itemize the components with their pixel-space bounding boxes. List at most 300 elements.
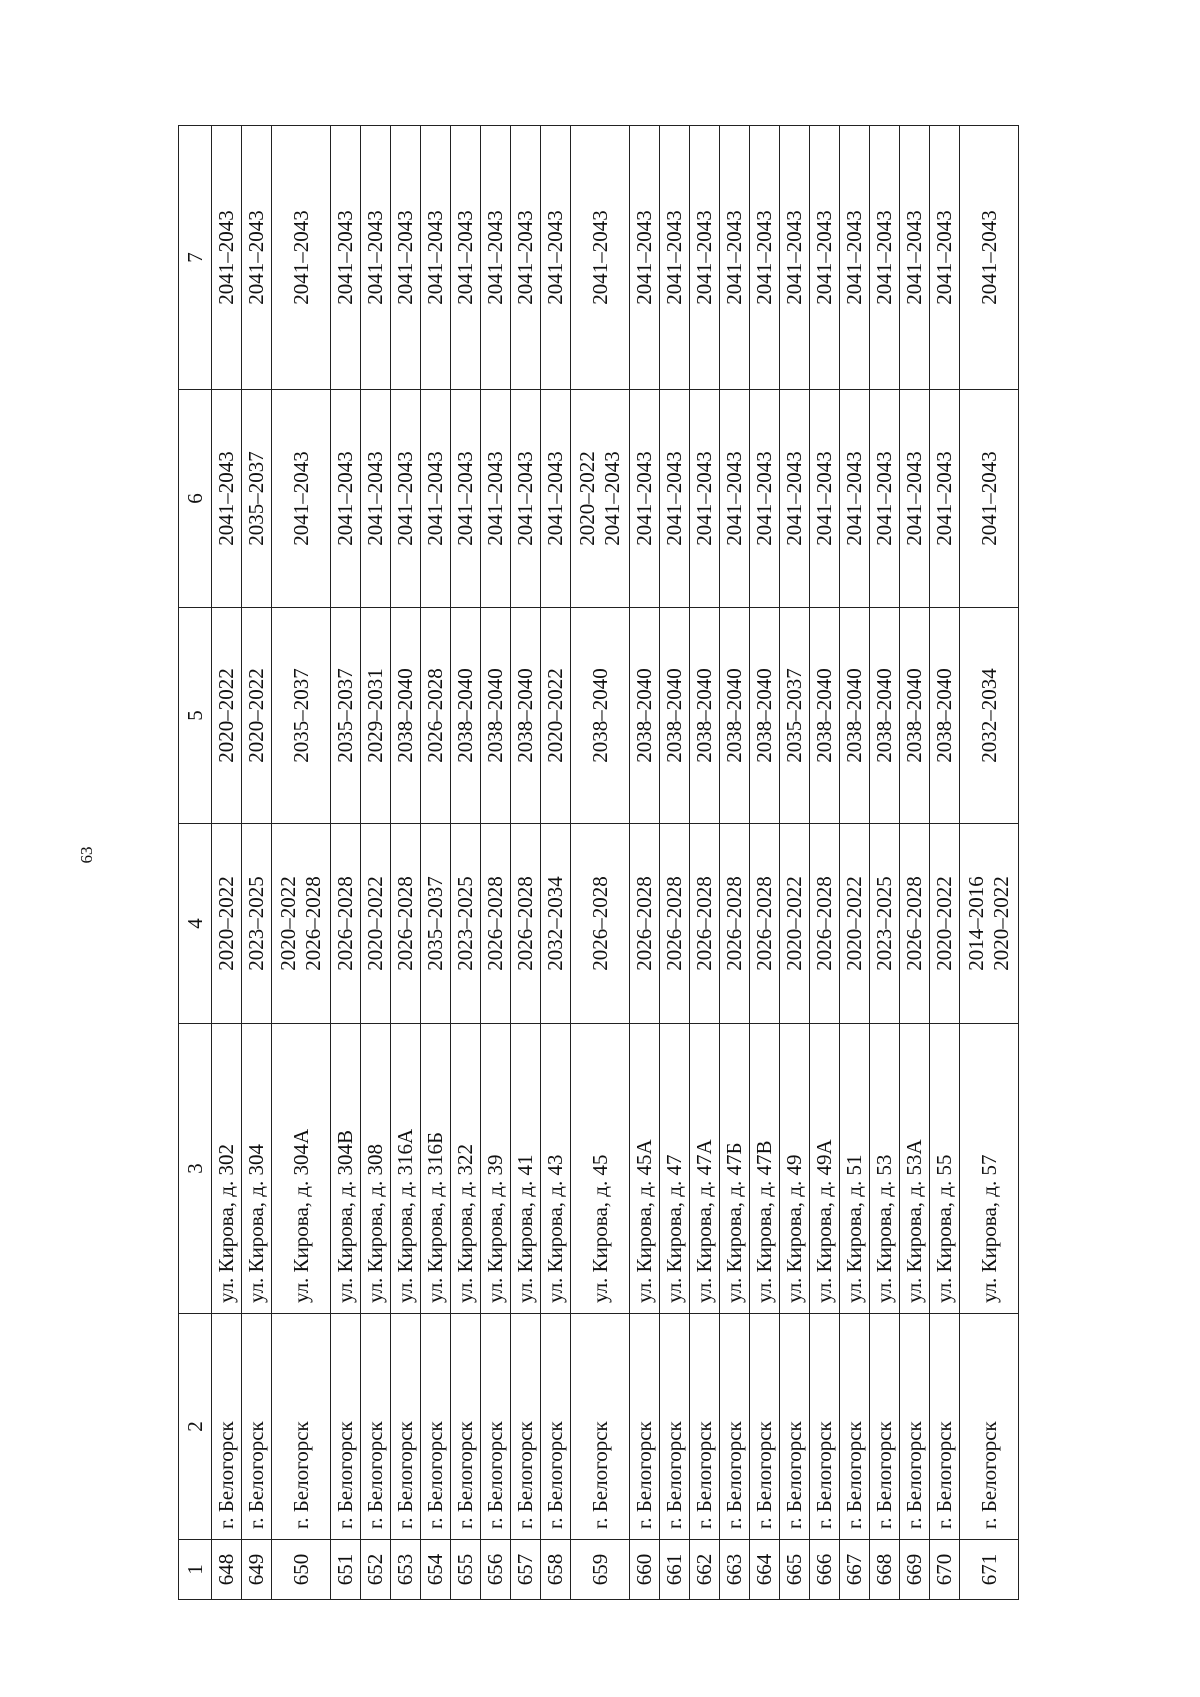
column-header-2: 2 <box>179 1314 212 1540</box>
period-cell-4 <box>481 824 511 1024</box>
period-value: 2041–2043 <box>453 451 477 546</box>
period-value: 2020–2022 <box>575 451 599 546</box>
period-value: 2041–2043 <box>976 451 1001 546</box>
period-cell-4 <box>720 824 750 1024</box>
period-value: 2038–2040 <box>587 668 612 763</box>
period-value: 2026–2028 <box>692 876 716 971</box>
city-cell: г. Белогорск <box>690 1314 720 1540</box>
period-cell-6 <box>481 390 511 608</box>
period-cell-4 <box>212 824 242 1024</box>
period-cell-6 <box>571 390 630 608</box>
period-value: 2026–2028 <box>722 876 746 971</box>
address-cell: ул. Кирова, д. 302 <box>212 1024 242 1314</box>
city-cell: г. Белогорск <box>660 1314 690 1540</box>
period-value: 2041–2043 <box>587 210 612 305</box>
period-cell-5 <box>780 608 810 824</box>
period-value: 2020–2022 <box>244 668 268 763</box>
city-cell: г. Белогорск <box>331 1314 361 1540</box>
period-cell-6 <box>421 390 451 608</box>
table-row <box>272 126 331 1600</box>
row-number: 669 <box>900 1540 930 1600</box>
row-number: 671 <box>960 1540 1019 1600</box>
address-cell: ул. Кирова, д. 53 <box>870 1024 900 1314</box>
period-cell-4 <box>870 824 900 1024</box>
row-number: 659 <box>571 1540 630 1600</box>
period-cell-7 <box>242 126 272 390</box>
period-cell-5 <box>720 608 750 824</box>
address-cell: ул. Кирова, д. 47Б <box>720 1024 750 1314</box>
period-cell-6 <box>451 390 481 608</box>
period-value: 2041–2043 <box>423 451 447 546</box>
city-cell: г. Белогорск <box>571 1314 630 1540</box>
period-cell-4 <box>391 824 421 1024</box>
address-cell: ул. Кирова, д. 49А <box>810 1024 840 1314</box>
period-cell-4 <box>272 824 331 1024</box>
period-cell-7 <box>481 126 511 390</box>
period-value: 2041–2043 <box>782 451 806 546</box>
city-cell: г. Белогорск <box>421 1314 451 1540</box>
period-value: 2041–2043 <box>812 451 836 546</box>
row-number: 663 <box>720 1540 750 1600</box>
period-value: 2041–2043 <box>288 210 313 305</box>
period-cell-7 <box>451 126 481 390</box>
period-cell-4 <box>421 824 451 1024</box>
period-value: 2041–2043 <box>692 210 716 305</box>
table-row <box>690 126 720 1600</box>
city-cell: г. Белогорск <box>750 1314 780 1540</box>
period-value: 2026–2028 <box>752 876 776 971</box>
period-cell-5 <box>212 608 242 824</box>
period-value: 2038–2040 <box>662 668 686 763</box>
table-row <box>451 126 481 1600</box>
address-cell: ул. Кирова, д. 304А <box>272 1024 331 1314</box>
city-cell: г. Белогорск <box>930 1314 960 1540</box>
period-cell-6 <box>212 390 242 608</box>
period-cell-7 <box>960 126 1019 390</box>
page-number: 63 <box>77 846 96 864</box>
column-header-4: 4 <box>179 824 212 1024</box>
period-cell-4 <box>750 824 780 1024</box>
period-cell-7 <box>272 126 331 390</box>
period-value: 2020–2022 <box>842 876 866 971</box>
table-row <box>870 126 900 1600</box>
row-number: 652 <box>361 1540 391 1600</box>
city-cell: г. Белогорск <box>541 1314 571 1540</box>
period-value: 2041–2043 <box>393 451 417 546</box>
period-value: 2035–2037 <box>288 668 313 763</box>
period-value: 2020–2022 <box>276 876 300 971</box>
period-cell-6 <box>840 390 870 608</box>
address-cell: ул. Кирова, д. 57 <box>960 1024 1019 1314</box>
period-value: 2038–2040 <box>393 668 417 763</box>
period-value: 2026–2028 <box>587 876 612 971</box>
row-number: 666 <box>810 1540 840 1600</box>
city-cell: г. Белогорск <box>242 1314 272 1540</box>
period-value: 2026–2028 <box>301 876 325 971</box>
period-cell-5 <box>361 608 391 824</box>
city-cell: г. Белогорск <box>720 1314 750 1540</box>
period-value: 2041–2043 <box>932 451 956 546</box>
period-cell-6 <box>720 390 750 608</box>
address-cell: ул. Кирова, д. 308 <box>361 1024 391 1314</box>
period-cell-6 <box>242 390 272 608</box>
row-number: 661 <box>660 1540 690 1600</box>
period-cell-6 <box>690 390 720 608</box>
period-value: 2026–2028 <box>902 876 926 971</box>
row-number: 648 <box>212 1540 242 1600</box>
period-value: 2038–2040 <box>902 668 926 763</box>
period-value: 2038–2040 <box>842 668 866 763</box>
period-cell-6 <box>361 390 391 608</box>
column-header-7: 7 <box>179 126 212 390</box>
period-value: 2041–2043 <box>662 451 686 546</box>
period-cell-4 <box>541 824 571 1024</box>
table-body <box>212 126 1019 1600</box>
period-cell-4 <box>840 824 870 1024</box>
period-value: 2041–2043 <box>214 210 238 305</box>
schedule-table <box>178 125 1019 1600</box>
period-value: 2020–2022 <box>363 876 387 971</box>
period-value: 2020–2022 <box>782 876 806 971</box>
row-number: 654 <box>421 1540 451 1600</box>
period-cell-7 <box>361 126 391 390</box>
period-value: 2038–2040 <box>453 668 477 763</box>
period-value: 2020–2022 <box>932 876 956 971</box>
period-cell-5 <box>690 608 720 824</box>
table-row <box>780 126 810 1600</box>
period-cell-5 <box>272 608 331 824</box>
period-cell-7 <box>690 126 720 390</box>
period-value: 2041–2043 <box>842 210 866 305</box>
address-cell: ул. Кирова, д. 304 <box>242 1024 272 1314</box>
period-value: 2020–2022 <box>543 668 567 763</box>
period-value: 2041–2043 <box>976 210 1001 305</box>
address-cell: ул. Кирова, д. 304В <box>331 1024 361 1314</box>
period-cell-6 <box>272 390 331 608</box>
period-value: 2041–2043 <box>513 210 537 305</box>
period-value: 2032–2034 <box>543 876 567 971</box>
city-cell: г. Белогорск <box>451 1314 481 1540</box>
period-cell-5 <box>750 608 780 824</box>
period-cell-5 <box>421 608 451 824</box>
period-cell-6 <box>810 390 840 608</box>
period-value: 2041–2043 <box>423 210 447 305</box>
period-cell-6 <box>960 390 1019 608</box>
address-cell: ул. Кирова, д. 49 <box>780 1024 810 1314</box>
period-cell-4 <box>331 824 361 1024</box>
row-number: 651 <box>331 1540 361 1600</box>
period-value: 2038–2040 <box>812 668 836 763</box>
period-cell-5 <box>451 608 481 824</box>
period-cell-7 <box>391 126 421 390</box>
period-value: 2041–2043 <box>692 451 716 546</box>
period-cell-6 <box>331 390 361 608</box>
table-row <box>481 126 511 1600</box>
period-value: 2023–2025 <box>244 876 268 971</box>
period-cell-6 <box>391 390 421 608</box>
period-cell-6 <box>630 390 660 608</box>
period-cell-6 <box>750 390 780 608</box>
period-cell-5 <box>660 608 690 824</box>
period-value: 2041–2043 <box>872 451 896 546</box>
period-value: 2041–2043 <box>543 451 567 546</box>
period-value: 2020–2022 <box>214 668 238 763</box>
row-number: 653 <box>391 1540 421 1600</box>
table-row <box>960 126 1019 1600</box>
period-cell-4 <box>511 824 541 1024</box>
period-cell-4 <box>361 824 391 1024</box>
table-row <box>630 126 660 1600</box>
city-cell: г. Белогорск <box>272 1314 331 1540</box>
table-row <box>391 126 421 1600</box>
address-cell: ул. Кирова, д. 316Б <box>421 1024 451 1314</box>
period-cell-6 <box>930 390 960 608</box>
row-number: 660 <box>630 1540 660 1600</box>
period-cell-7 <box>212 126 242 390</box>
period-cell-6 <box>511 390 541 608</box>
period-value: 2038–2040 <box>632 668 656 763</box>
rotated-table-wrapper <box>178 126 1150 1600</box>
period-value: 2041–2043 <box>842 451 866 546</box>
table-row <box>660 126 690 1600</box>
period-cell-4 <box>242 824 272 1024</box>
period-value: 2041–2043 <box>812 210 836 305</box>
period-value: 2041–2043 <box>453 210 477 305</box>
period-value: 2041–2043 <box>902 210 926 305</box>
period-value: 2041–2043 <box>333 451 357 546</box>
period-cell-4 <box>780 824 810 1024</box>
row-number: 658 <box>541 1540 571 1600</box>
header-row <box>179 126 212 1600</box>
period-cell-7 <box>810 126 840 390</box>
period-value: 2041–2043 <box>600 451 624 546</box>
period-cell-5 <box>630 608 660 824</box>
row-number: 668 <box>870 1540 900 1600</box>
city-cell: г. Белогорск <box>870 1314 900 1540</box>
period-cell-4 <box>451 824 481 1024</box>
period-value: 2038–2040 <box>872 668 896 763</box>
period-cell-6 <box>900 390 930 608</box>
period-value: 2035–2037 <box>782 668 806 763</box>
address-cell: ул. Кирова, д. 47 <box>660 1024 690 1314</box>
address-cell: ул. Кирова, д. 43 <box>541 1024 571 1314</box>
period-cell-4 <box>690 824 720 1024</box>
row-number: 650 <box>272 1540 331 1600</box>
period-value: 2041–2043 <box>632 451 656 546</box>
row-number: 655 <box>451 1540 481 1600</box>
period-cell-5 <box>870 608 900 824</box>
period-value: 2038–2040 <box>692 668 716 763</box>
table-row <box>720 126 750 1600</box>
period-cell-5 <box>571 608 630 824</box>
period-cell-7 <box>630 126 660 390</box>
address-cell: ул. Кирова, д. 45 <box>571 1024 630 1314</box>
period-value: 2038–2040 <box>483 668 507 763</box>
period-value: 2041–2043 <box>288 451 313 546</box>
period-value: 2023–2025 <box>872 876 896 971</box>
row-number: 662 <box>690 1540 720 1600</box>
address-cell: ул. Кирова, д. 41 <box>511 1024 541 1314</box>
period-cell-5 <box>391 608 421 824</box>
period-value: 2041–2043 <box>752 451 776 546</box>
city-cell: г. Белогорск <box>780 1314 810 1540</box>
period-value: 2026–2028 <box>812 876 836 971</box>
period-cell-5 <box>900 608 930 824</box>
column-header-1: 1 <box>179 1540 212 1600</box>
period-cell-5 <box>840 608 870 824</box>
city-cell: г. Белогорск <box>391 1314 421 1540</box>
city-cell: г. Белогорск <box>212 1314 242 1540</box>
period-value: 2041–2043 <box>872 210 896 305</box>
table-row <box>840 126 870 1600</box>
period-value: 2041–2043 <box>782 210 806 305</box>
period-value: 2026–2028 <box>483 876 507 971</box>
period-value: 2041–2043 <box>483 451 507 546</box>
address-cell: ул. Кирова, д. 47В <box>750 1024 780 1314</box>
period-cell-7 <box>840 126 870 390</box>
period-cell-4 <box>660 824 690 1024</box>
city-cell: г. Белогорск <box>840 1314 870 1540</box>
period-value: 2041–2043 <box>513 451 537 546</box>
period-value: 2041–2043 <box>722 451 746 546</box>
period-value: 2041–2043 <box>244 210 268 305</box>
address-cell: ул. Кирова, д. 322 <box>451 1024 481 1314</box>
period-value: 2041–2043 <box>363 210 387 305</box>
table-row <box>242 126 272 1600</box>
period-cell-5 <box>960 608 1019 824</box>
address-cell: ул. Кирова, д. 39 <box>481 1024 511 1314</box>
period-cell-5 <box>242 608 272 824</box>
period-cell-4 <box>900 824 930 1024</box>
table-row <box>421 126 451 1600</box>
rotated-page-content <box>178 126 1150 1600</box>
row-number: 657 <box>511 1540 541 1600</box>
period-cell-7 <box>421 126 451 390</box>
period-value: 2038–2040 <box>513 668 537 763</box>
period-value: 2041–2043 <box>393 210 417 305</box>
table-row <box>331 126 361 1600</box>
period-cell-4 <box>960 824 1019 1024</box>
period-cell-5 <box>331 608 361 824</box>
city-cell: г. Белогорск <box>481 1314 511 1540</box>
period-cell-7 <box>780 126 810 390</box>
row-number: 649 <box>242 1540 272 1600</box>
table-row <box>930 126 960 1600</box>
period-cell-5 <box>481 608 511 824</box>
row-number: 664 <box>750 1540 780 1600</box>
period-value: 2026–2028 <box>632 876 656 971</box>
period-value: 2041–2043 <box>752 210 776 305</box>
table-row <box>571 126 630 1600</box>
period-cell-6 <box>780 390 810 608</box>
period-value: 2035–2037 <box>333 668 357 763</box>
period-cell-4 <box>571 824 630 1024</box>
table-row <box>541 126 571 1600</box>
address-cell: ул. Кирова, д. 45А <box>630 1024 660 1314</box>
city-cell: г. Белогорск <box>630 1314 660 1540</box>
address-cell: ул. Кирова, д. 47А <box>690 1024 720 1314</box>
period-value: 2026–2028 <box>393 876 417 971</box>
period-cell-4 <box>630 824 660 1024</box>
period-value: 2026–2028 <box>333 876 357 971</box>
table-row <box>212 126 242 1600</box>
period-value: 2029–2031 <box>363 668 387 763</box>
period-value: 2041–2043 <box>214 451 238 546</box>
period-value: 2020–2022 <box>214 876 238 971</box>
period-cell-5 <box>541 608 571 824</box>
period-value: 2041–2043 <box>483 210 507 305</box>
period-value: 2035–2037 <box>423 876 447 971</box>
table-row <box>810 126 840 1600</box>
table-row <box>511 126 541 1600</box>
address-cell: ул. Кирова, д. 55 <box>930 1024 960 1314</box>
period-cell-6 <box>660 390 690 608</box>
city-cell: г. Белогорск <box>361 1314 391 1540</box>
period-value: 2041–2043 <box>722 210 746 305</box>
period-cell-5 <box>930 608 960 824</box>
column-header-3: 3 <box>179 1024 212 1314</box>
period-value: 2035–2037 <box>244 451 268 546</box>
city-cell: г. Белогорск <box>900 1314 930 1540</box>
period-cell-6 <box>541 390 571 608</box>
period-value: 2038–2040 <box>752 668 776 763</box>
period-value: 2026–2028 <box>423 668 447 763</box>
period-value: 2041–2043 <box>543 210 567 305</box>
period-value: 2041–2043 <box>662 210 686 305</box>
period-value: 2023–2025 <box>453 876 477 971</box>
period-cell-7 <box>571 126 630 390</box>
city-cell: г. Белогорск <box>511 1314 541 1540</box>
column-header-5: 5 <box>179 608 212 824</box>
period-cell-7 <box>870 126 900 390</box>
address-cell: ул. Кирова, д. 53А <box>900 1024 930 1314</box>
period-cell-7 <box>511 126 541 390</box>
address-cell: ул. Кирова, д. 316А <box>391 1024 421 1314</box>
city-cell: г. Белогорск <box>960 1314 1019 1540</box>
address-cell: ул. Кирова, д. 51 <box>840 1024 870 1314</box>
period-value: 2032–2034 <box>976 668 1001 763</box>
period-cell-7 <box>930 126 960 390</box>
period-value: 2041–2043 <box>932 210 956 305</box>
period-cell-7 <box>750 126 780 390</box>
period-cell-4 <box>810 824 840 1024</box>
period-cell-7 <box>900 126 930 390</box>
period-value: 2041–2043 <box>333 210 357 305</box>
period-value: 2026–2028 <box>513 876 537 971</box>
period-value: 2026–2028 <box>662 876 686 971</box>
row-number: 665 <box>780 1540 810 1600</box>
period-value: 2041–2043 <box>363 451 387 546</box>
table-row <box>750 126 780 1600</box>
period-value: 2020–2022 <box>989 876 1013 971</box>
period-value: 2041–2043 <box>902 451 926 546</box>
period-cell-5 <box>511 608 541 824</box>
period-cell-5 <box>810 608 840 824</box>
period-cell-7 <box>660 126 690 390</box>
column-header-6: 6 <box>179 390 212 608</box>
period-cell-7 <box>331 126 361 390</box>
table-row <box>900 126 930 1600</box>
period-value: 2041–2043 <box>632 210 656 305</box>
period-value: 2038–2040 <box>932 668 956 763</box>
period-value: 2014–2016 <box>964 876 988 971</box>
row-number: 670 <box>930 1540 960 1600</box>
period-value: 2038–2040 <box>722 668 746 763</box>
city-cell: г. Белогорск <box>810 1314 840 1540</box>
period-cell-7 <box>720 126 750 390</box>
row-number: 656 <box>481 1540 511 1600</box>
period-cell-7 <box>541 126 571 390</box>
